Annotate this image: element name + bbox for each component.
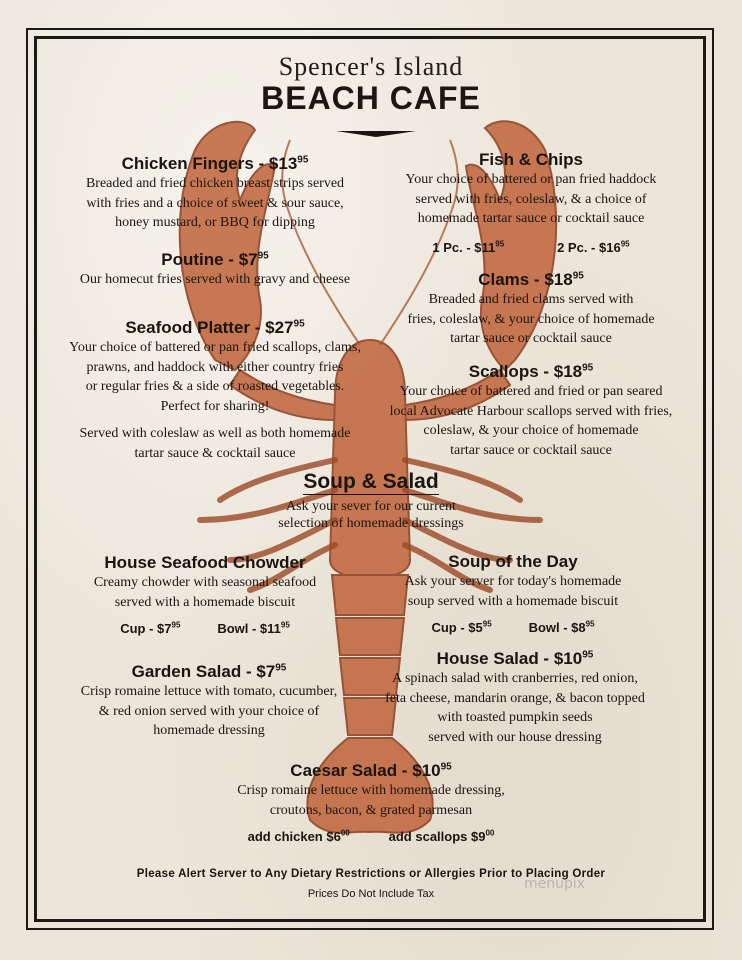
soup-day-bowl-price: Bowl - $\$8^{95}$ [528, 619, 595, 635]
menu-item-scallops [356, 362, 706, 460]
caesar-salad-title: Caesar Salad - $\$10^{95}$ [290, 761, 452, 780]
menupix-watermark: menupix [524, 876, 586, 892]
poutine-description: Our homecut fries served with gravy and cheese [79, 272, 351, 287]
fish-and-chips-title: Fish & Chips [479, 150, 583, 169]
soup-salad-description: Ask your sever for our current selection of homemade dressings [278, 499, 464, 531]
soup-of-the-day-title: Soup of the Day [448, 552, 578, 571]
fish-and-chips-description: Your choice of battered or pan fried haddock served with fries, coleslaw, & a choice of homemade tartar sauce or cocktail sauce [405, 172, 657, 226]
garden-salad-description: Crisp romaine lettuce with tomato, cucumber, & red onion served with your choice of homemade dressing [80, 684, 338, 738]
garden-salad-title: Garden Salad - $\$7^{95}$ [131, 662, 287, 681]
scallops-title: Scallops - $\$18^{95}$ [468, 362, 594, 381]
fish-one-piece-price: 1 Pc. - $\$11^{95}$ [432, 239, 505, 255]
add-chicken-price: add chicken $\$6^{00}$ [247, 828, 350, 844]
menu-item-fish-and-chips [366, 150, 696, 257]
menu-item-soup-of-the-day [348, 552, 678, 637]
soup-salad-section-header [0, 470, 742, 532]
soup-day-cup-price: Cup - $\$5^{95}$ [431, 619, 492, 635]
menu-item-garden-salad [44, 662, 374, 741]
menu-item-house-salad [350, 649, 680, 747]
house-salad-title: House Salad - $\$10^{95}$ [436, 649, 594, 668]
menu-item-clams [366, 270, 696, 349]
chicken-fingers-description: Breaded and fried chicken breast strips served with fries and a choice of sweet & sour sauce, honey mustard, or BBQ for dipping [85, 176, 345, 230]
clams-description: Breaded and fried clams served with fries, coleslaw, & your choice of homemade tartar sauce or cocktail sauce [407, 292, 655, 346]
caesar-salad-description: Crisp romaine lettuce with homemade dressing, croutons, bacon, & grated parmesan [237, 783, 505, 818]
header-ornament-divider [336, 128, 416, 138]
dietary-alert-notice: Please Alert Server to Any Dietary Restrictions or Allergies Prior to Placing Order [136, 868, 606, 880]
fish-two-piece-price: 2 Pc. - $\$16^{95}$ [557, 239, 630, 255]
soup-salad-title: Soup & Salad [303, 470, 439, 493]
add-scallops-price: add scallops $\$9^{00}$ [388, 828, 495, 844]
seafood-platter-title: Seafood Platter - $\$27^{95}$ [125, 318, 305, 337]
seafood-platter-description: Your choice of battered or pan fried scallops, clams, prawns, and haddock with either country fries or regular fries & a side of roasted vegetables. Perfect for sharing! [69, 340, 361, 414]
seafood-platter-note: Served with coleslaw as well as both homemade tartar sauce & cocktail sauce [79, 426, 351, 461]
cafe-name: BEACH CAFE [261, 80, 481, 116]
clams-title: Clams - $\$18^{95}$ [478, 270, 584, 289]
house-salad-description: A spinach salad with cranberries, red onion, feta cheese, mandarin orange, & bacon topped with toasted pumpkin seeds served with our house dressing [385, 671, 645, 745]
chowder-title: House Seafood Chowder [104, 553, 306, 572]
chowder-cup-price: Cup - $\$7^{95}$ [120, 620, 181, 636]
soup-of-the-day-description: Ask your server for today's homemade soup served with a homemade biscuit [404, 574, 622, 609]
scallops-description: Your choice of battered and fried or pan seared local Advocate Harbour scallops served with fries, coleslaw, & your choice of homemade tartar sauce or cocktail sauce [389, 384, 673, 458]
chowder-description: Creamy chowder with seasonal seafood served with a homemade biscuit [93, 575, 317, 610]
menu-item-house-seafood-chowder [40, 553, 370, 638]
menu-item-poutine [50, 250, 380, 290]
menu-item-seafood-platter [44, 318, 386, 463]
menu-item-caesar-salad [196, 761, 546, 846]
cafe-title-line: Spencer's Island [278, 52, 464, 81]
chicken-fingers-title: Chicken Fingers - $\$13^{95}$ [121, 154, 309, 173]
menu-item-chicken-fingers [50, 154, 380, 233]
tax-notice: Prices Do Not Include Tax [307, 888, 435, 900]
chowder-bowl-price: Bowl - $\$11^{95}$ [217, 620, 290, 636]
poutine-title: Poutine - $\$7^{95}$ [161, 250, 269, 269]
